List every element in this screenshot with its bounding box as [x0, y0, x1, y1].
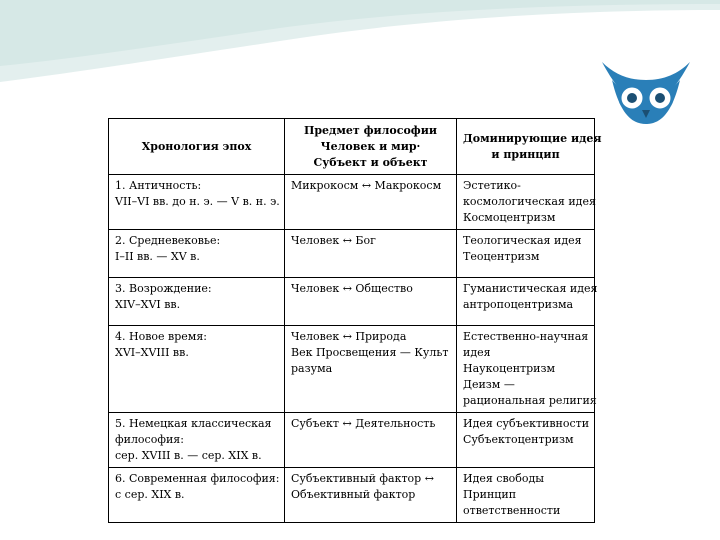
table-row — [109, 175, 595, 230]
table-row — [109, 326, 595, 413]
subject-cell: Микрокосм ↔ Макрокосм — [285, 175, 457, 230]
table-row — [109, 413, 595, 468]
header-subject: Предмет философии Человек и мир· Субъект и объект — [285, 119, 457, 175]
header-idea: Доминирующие идея и принцип — [457, 119, 595, 175]
table-row — [109, 278, 595, 326]
idea-cell: Эстетико- космологическая идея Космоцентризм — [457, 175, 595, 230]
idea-cell: Естественно-научная идея Наукоцентризм Деизм — рациональная религия — [457, 326, 595, 413]
era-cell: 4. Новое время: XVI–XVIII вв. — [109, 326, 285, 413]
idea-cell: Идея свободы Принцип ответственности — [457, 468, 595, 523]
idea-cell: Гуманистическая идея антропоцентризма — [457, 278, 595, 326]
header-chronology: Хронология эпох — [109, 119, 285, 175]
era-cell: 2. Средневековье: I–II вв. — XV в. — [109, 230, 285, 278]
idea-cell: Идея субъективности Субъектоцентризм — [457, 413, 595, 468]
table-row — [109, 230, 595, 278]
table-header-row — [109, 119, 595, 175]
subject-cell: Субъективный фактор ↔ Объективный фактор — [285, 468, 457, 523]
era-cell: 6. Современная философия: с сер. XIX в. — [109, 468, 285, 523]
subject-cell: Человек ↔ Природа Век Просвещения — Культ разума — [285, 326, 457, 413]
owl-logo-icon — [598, 58, 694, 128]
subject-cell: Человек ↔ Общество — [285, 278, 457, 326]
idea-cell: Теологическая идея Теоцентризм — [457, 230, 595, 278]
philosophy-epochs-table — [108, 118, 602, 523]
table-row — [109, 468, 595, 523]
era-cell: 1. Античность: VII–VI вв. до н. э. — V в. н. э. — [109, 175, 285, 230]
subject-cell: Человек ↔ Бог — [285, 230, 457, 278]
subject-cell: Субъект ↔ Деятельность — [285, 413, 457, 468]
era-cell: 3. Возрождение: XIV–XVI вв. — [109, 278, 285, 326]
era-cell: 5. Немецкая классическая философия: сер. XVIII в. — сер. XIX в. — [109, 413, 285, 468]
